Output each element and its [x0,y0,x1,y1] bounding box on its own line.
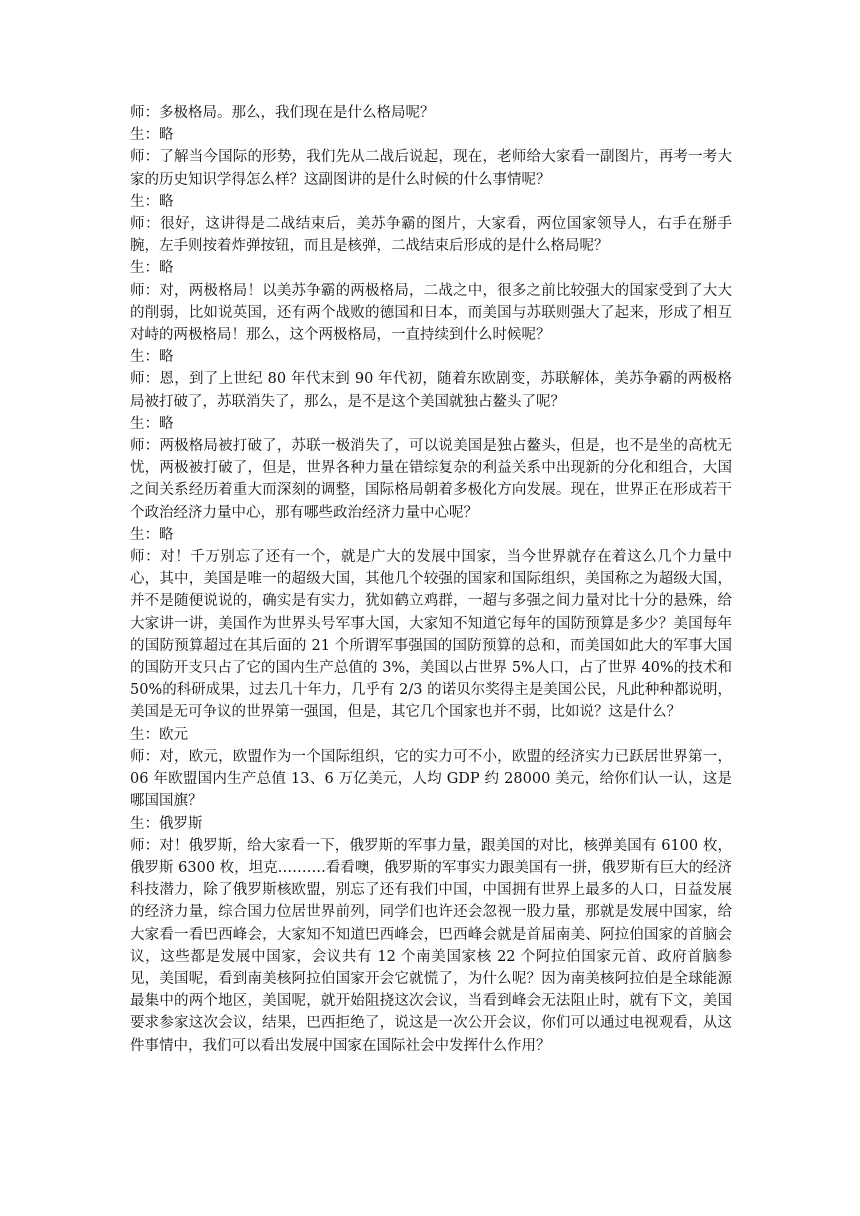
teacher-line: 师：恩，到了上世纪 80 年代末到 90 年代初，随着东欧剧变，苏联解体，美苏争霸的两极格局被打破了，苏联消失了，那么，是不是这个美国就独占鳌头了呢？ [130,371,732,410]
teacher-line: 师：对，两极格局！以美苏争霸的两极格局，二战之中，很多之前比较强大的国家受到了大大的削弱，比如说英国，还有两个战败的德国和日本，而美国与苏联则强大了起来，形成了相互对峙的两极格局！那么，这个两极格局，一直持续到什么时候呢？ [130,282,732,344]
document-body [130,102,732,1057]
teacher-line: 师：对！俄罗斯，给大家看一下，俄罗斯的军事力量，跟美国的对比，核弹美国有 6100 枚，俄罗斯 6300 枚，坦克……….看看噢，俄罗斯的军事实力跟美国有一拼，俄罗斯有巨大的经济科技潜力，除了俄罗斯核欧盟，别忘了还有我们中国，中国拥有世界上最多的人口，日益发展的经济力量，综合国力位居世界前列，同学们也许还会忽视一股力量，那就是发展中国家，给大家看一看巴西峰会，大家知不知道巴西峰会，巴西峰会就是首届南美、阿拉伯国家的首脑会议，这些都是发展中国家，会议共有 12 个南美国家核 22 个阿拉伯国家元首、政府首脑参见，美国呢，看到南美核阿拉伯国家开会它就慌了，为什么呢？因为南美核阿拉伯是全球能源最集中的两个地区，美国呢，就开始阻挠这次会议，当看到峰会无法阻止时，就有下文，美国要求参家这次会议，结果，巴西拒绝了，说这是一次公开会议，你们可以通过电视观看，从这件事情中，我们可以看出发展中国家在国际社会中发挥什么作用？ [130,837,732,1054]
student-line: 生：略 [130,415,174,432]
teacher-line: 师：两极格局被打破了，苏联一极消失了，可以说美国是独占鳌头，但是，也不是坐的高枕无忧，两极被打破了，但是，世界各种力量在错综复杂的利益关系中出现新的分化和组合，大国之间关系经历着重大而深刻的调整，国际格局朝着多极化方向发展。现在，世界正在形成若干个政治经济力量中心，那有哪些政治经济力量中心呢？ [130,438,732,521]
student-line: 生：略 [130,260,174,277]
student-line: 生：略 [130,349,174,366]
teacher-line: 师：对！千万别忘了还有一个，就是广大的发展中国家，当今世界就存在着这么几个力量中心，其中，美国是唯一的超级大国，其他几个较强的国家和国际组织，美国称之为超级大国，并不是随便说说的，确实是有实力，犹如鹤立鸡群，一超与多强之间力量对比十分的悬殊，给大家讲一讲，美国作为世界头号军事大国，大家知不知道它每年的国防预算是多少？美国每年的国防预算超过在其后面的 21 个所谓军事强国的国防预算的总和，而美国如此大的军事大国的国防开支只占了它的国内生产总值的 3%，美国以占世界 5%人口，占了世界 40%的技术和 50%的科研成果，过去几十年力，几乎有 2/3 的诺贝尔奖得主是美国公民，凡此种种都说明，美国是无可争议的世界第一强国，但是，其它几个国家也并不弱，比如说？这是什么？ [130,549,732,721]
teacher-line: 师：很好，这讲得是二战结束后，美苏争霸的图片，大家看，两位国家领导人，右手在掰手腕，左手则按着炸弹按钮，而且是核弹，二战结束后形成的是什么格局呢？ [130,216,732,255]
teacher-line: 师：了解当今国际的形势，我们先从二战后说起，现在，老师给大家看一副图片，再考一考大家的历史知识学得怎么样？这副图讲的是什么时候的什么事情呢？ [130,149,732,188]
student-line: 生：略 [130,193,174,210]
teacher-line: 师：多极格局。那么，我们现在是什么格局呢？ [130,105,435,121]
student-line: 生：略 [130,526,174,543]
student-line: 生：俄罗斯 [130,815,203,832]
student-line: 生：略 [130,127,174,144]
student-line: 生：欧元 [130,726,188,743]
teacher-line: 师：对，欧元，欧盟作为一个国际组织，它的实力可不小，欧盟的经济实力已跃居世界第一，06 年欧盟国内生产总值 13、6 万亿美元，人均 GDP 约 28000 美元，给你们认一认，这是哪国国旗？ [130,748,732,810]
